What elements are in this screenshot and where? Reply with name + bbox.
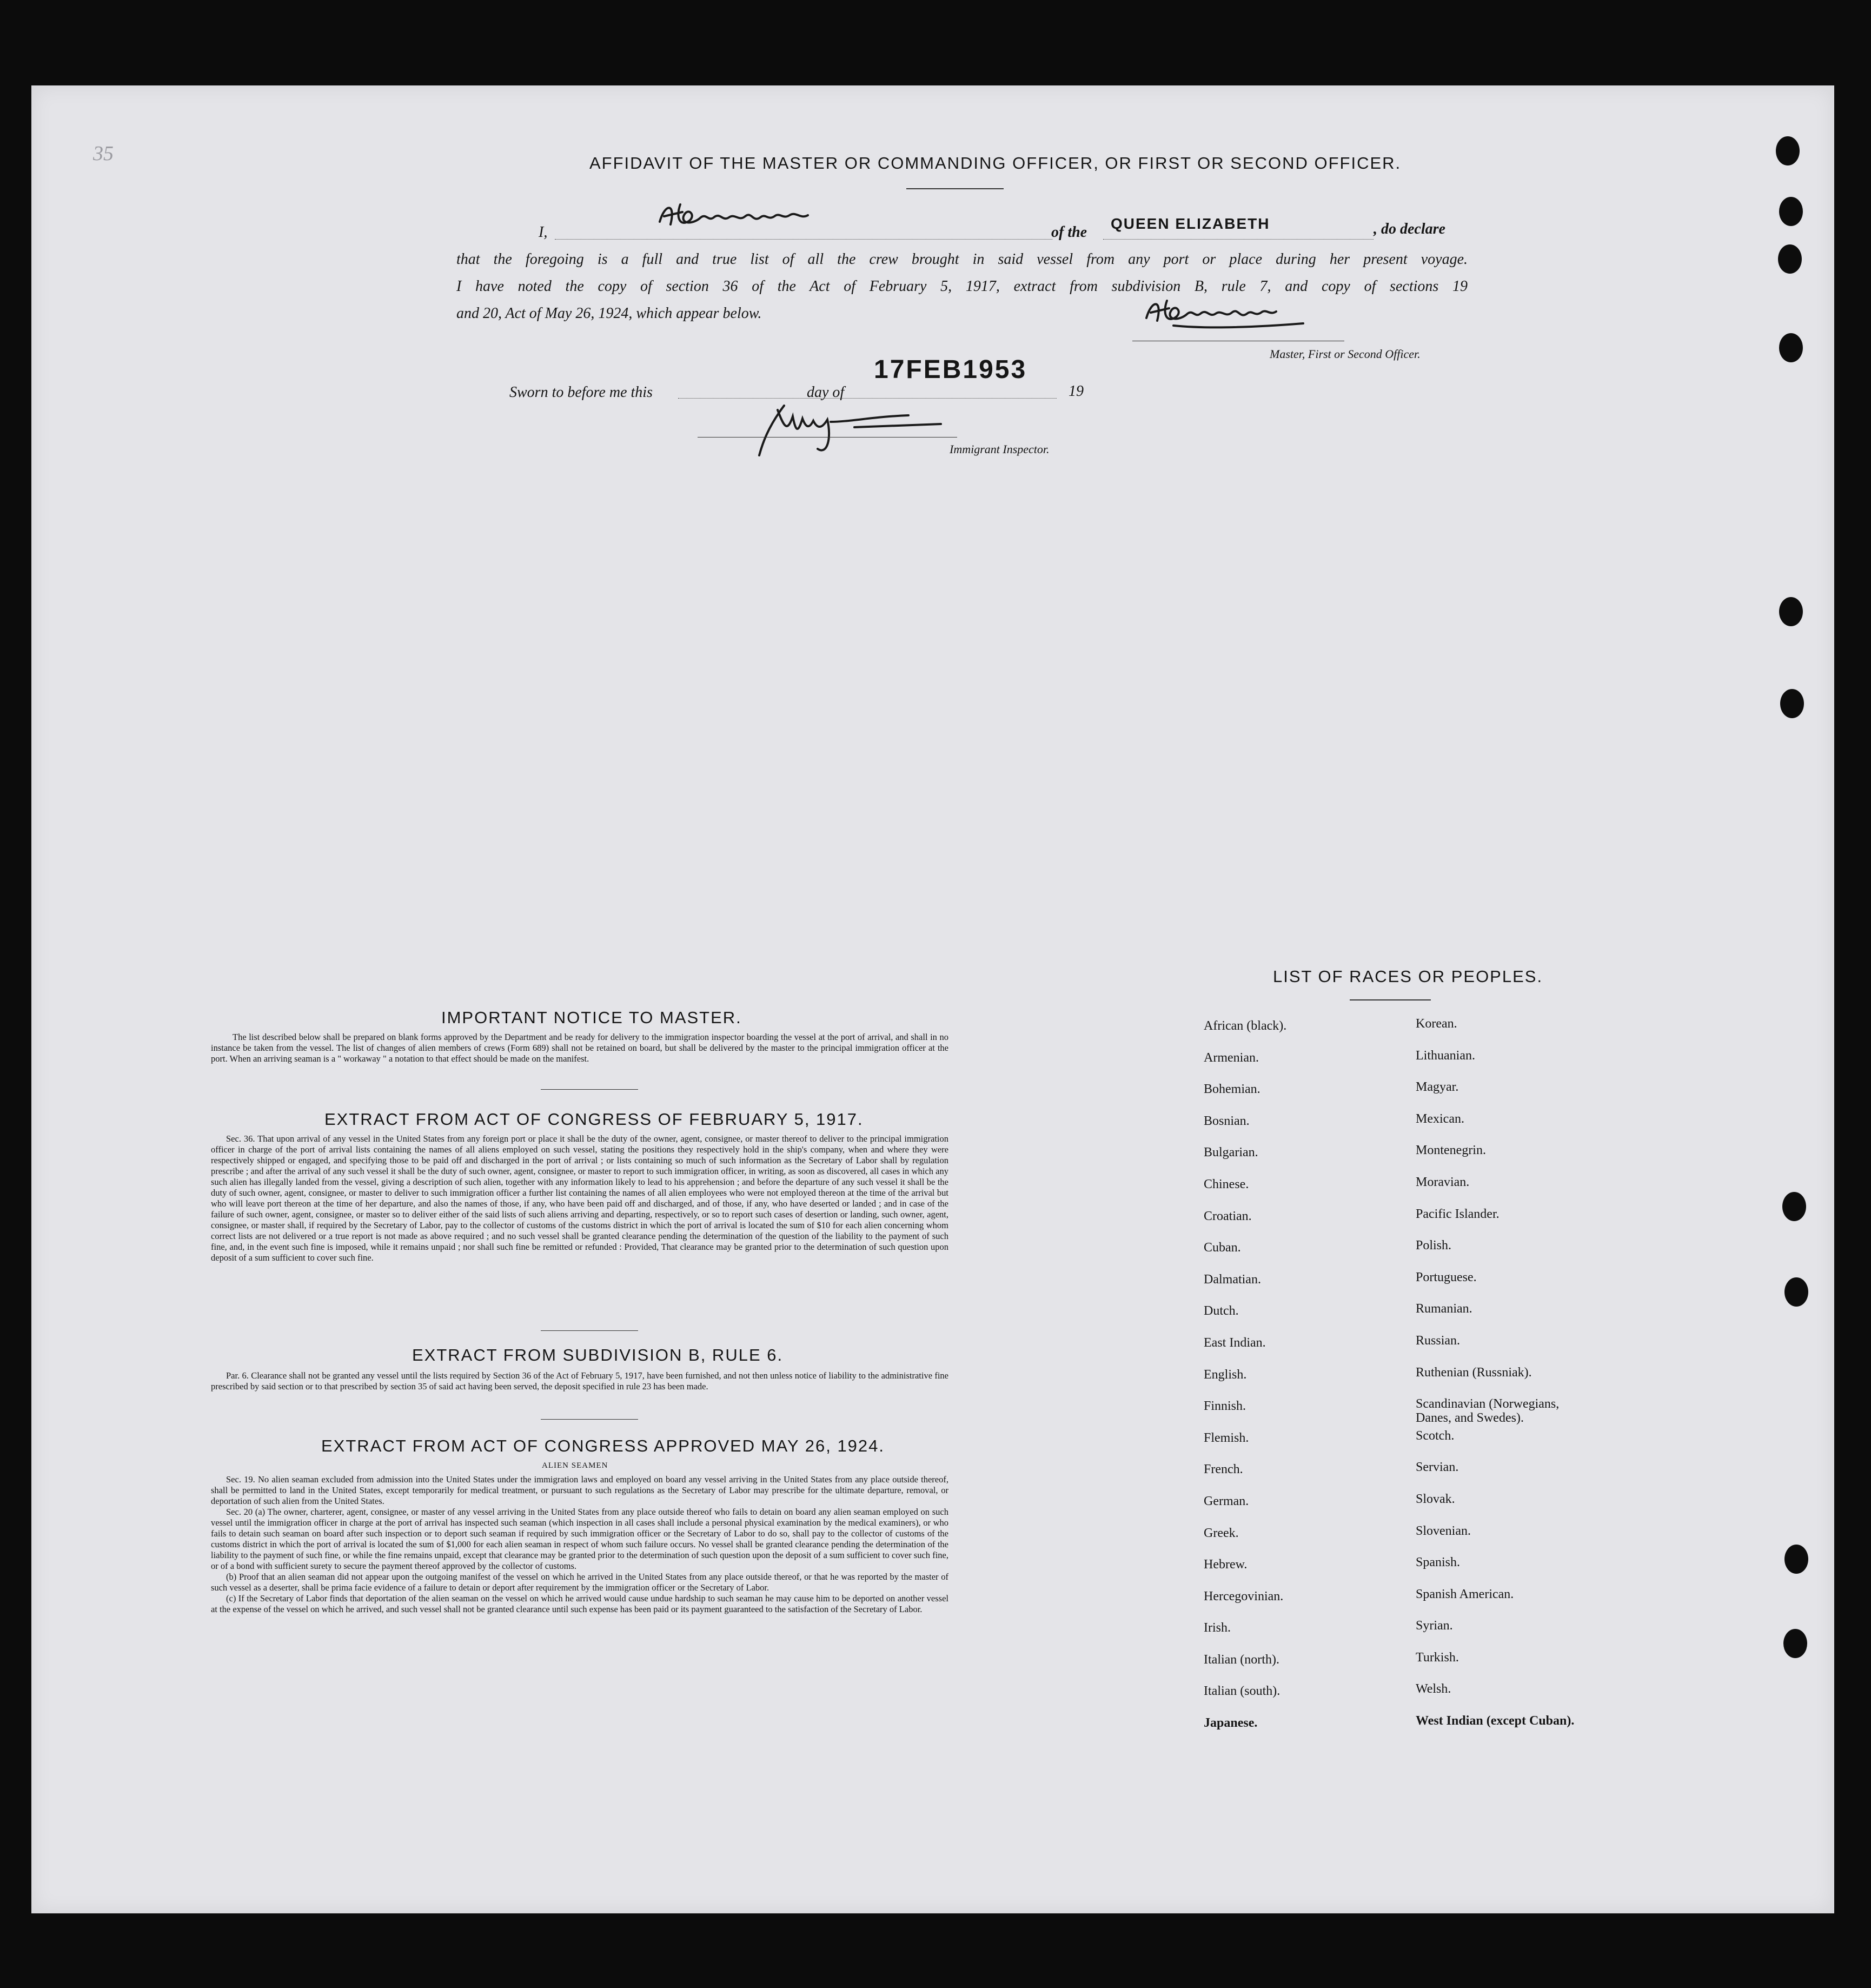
- extract-rule6-divider: [541, 1419, 638, 1420]
- race-item: African (black).: [1204, 1019, 1287, 1033]
- race-item: Dalmatian.: [1204, 1272, 1261, 1287]
- name-line: [555, 239, 1052, 240]
- race-item: Irish.: [1204, 1621, 1231, 1635]
- race-item: Ruthenian (Russniak).: [1416, 1365, 1532, 1380]
- race-item: Dutch.: [1204, 1304, 1239, 1318]
- binder-hole: [1784, 1545, 1808, 1574]
- binder-hole: [1779, 597, 1803, 626]
- races-left-column: [1204, 1019, 1409, 1748]
- year-prefix: 19: [1069, 383, 1084, 400]
- binder-hole: [1780, 689, 1804, 718]
- race-item: English.: [1204, 1367, 1247, 1382]
- vessel-line: [1103, 239, 1374, 240]
- race-item: West Indian (except Cuban).: [1416, 1714, 1575, 1728]
- races-divider: [1350, 999, 1431, 1000]
- race-item: Montenegrin.: [1416, 1143, 1486, 1158]
- race-item: Cuban.: [1204, 1241, 1241, 1255]
- race-item: Portuguese.: [1416, 1270, 1477, 1284]
- race-item: Armenian.: [1204, 1050, 1259, 1065]
- vessel-name: QUEEN ELIZABETH: [1111, 215, 1270, 232]
- officer-label: Master, First or Second Officer.: [1270, 347, 1421, 361]
- binder-hole: [1779, 197, 1803, 226]
- affidavit-line3: [456, 278, 1468, 295]
- race-item: French.: [1204, 1462, 1243, 1477]
- binder-hole: [1778, 244, 1802, 274]
- race-item: Italian (south).: [1204, 1684, 1280, 1699]
- page-mark: 35: [93, 142, 114, 165]
- race-item: Greek.: [1204, 1526, 1239, 1540]
- sworn-before-label: Sworn to before me this: [509, 384, 653, 401]
- race-item: Flemish.: [1204, 1430, 1249, 1445]
- title-divider: [906, 188, 1004, 189]
- binder-hole: [1784, 1277, 1808, 1307]
- notice-title: IMPORTANT NOTICE TO MASTER.: [441, 1008, 742, 1027]
- race-item: Slovak.: [1416, 1492, 1455, 1506]
- extract-1924-sec20c: (c) If the Secretary of Labor finds that deportation of the alien seaman on the vessel on which he arrived would cause undue hardship to such seaman he may cause him to be deported on another vessel at the expense of the vessel on which he arrived, and such vessel shall not be granted clearance until such expense has been paid or its payment guaranteed to the satisfaction of the Secretary of Labor.: [211, 1593, 948, 1614]
- race-item: Bosnian.: [1204, 1114, 1250, 1128]
- inspector-label: Immigrant Inspector.: [950, 442, 1050, 456]
- race-item: Croatian.: [1204, 1209, 1252, 1223]
- affidavit-line1-end: , do declare: [1374, 221, 1445, 237]
- notice-body: [211, 1032, 948, 1064]
- extract-1924-sec20b: (b) Proof that an alien seaman did not appear upon the outgoing manifest of the vessel on which he arrived in the United States from any place outside thereof, or that he was reported by the master of such vessel as a deserter, shall be prima facie evidence of a failure to detain or deport after requirement by the immigration officer or the Secretary of Labor.: [211, 1572, 948, 1593]
- extract-1917-divider: [541, 1330, 638, 1331]
- race-item: Korean.: [1416, 1017, 1457, 1031]
- race-item: Scandinavian (Norwegians, Danes, and Swedes).: [1416, 1397, 1560, 1426]
- binder-hole: [1776, 136, 1800, 165]
- race-item: Servian.: [1416, 1460, 1459, 1475]
- race-item: Spanish American.: [1416, 1587, 1514, 1601]
- extract-1917-sec36: Sec. 36. That upon arrival of any vessel in the United States from any foreign port or place it shall be the duty of the owner, agent, consignee, or master thereof to deliver to the principal immigration officer in charge of the port of arrival lists containing the names of all aliens employed on such vessel, stating the positions they respectively hold in the ship's company, when and where they were respectively shipped or engaged, and specifying those to be paid off and discharged in the port of arrival ; or lists containing so much of such information as the Secretary of Labor shall by regulation prescribe ; and after the arrival of any such vessel it shall be the duty of such owner, agent, consignee, or master to report to such immigration officer, in writing, as soon as discovered, all cases in which any such alien has illegally landed from the vessel, giving a description of such alien, together with any information likely to lead to his apprehension ; and before the departure of any such vessel it shall be the duty of such owner, agent, consignee, or master to deliver to such immigration officer a further list containing the names of all alien employees who were not employed thereon at the time of the arrival but who will leave port thereon at the time of her departure, and also the names of those, if any, who have been paid off and discharged, and of those, if any, who have deserted or landed ; and in case of the failure of such owner, agent, consignee, or master so to deliver either of the said lists of such aliens arriving and departing, respectively, or so to report such cases of desertion or landing, such owner, agent, consignee, or master shall, if required by the Secretary of Labor, pay to the collector of customs of the customs district in which the port of arrival is located the sum of $10 for each alien concerning whom correct lists are not delivered or a true report is not made as above required ; and no such vessel shall be granted clearance pending the determination of the question of the liability to the payment of such fine, and, in the event such fine is imposed, while it remains unpaid ; nor shall such fine be remitted or refunded : Provided, That clearance may be granted prior to the determination of such question upon deposit of a sum sufficient to cover such fine.: [211, 1134, 948, 1263]
- race-item: Syrian.: [1416, 1619, 1453, 1633]
- race-item: East Indian.: [1204, 1335, 1266, 1350]
- extract-rule6-body: [211, 1370, 948, 1392]
- affidavit-title: AFFIDAVIT OF THE MASTER OR COMMANDING OFFICER, OR FIRST OR SECOND OFFICER.: [589, 154, 1402, 173]
- affidavit-line2: [456, 251, 1468, 268]
- affidavit-line1-i: I,: [539, 224, 548, 241]
- race-item: Bulgarian.: [1204, 1145, 1258, 1160]
- race-item: Welsh.: [1416, 1682, 1451, 1697]
- race-item: Japanese.: [1204, 1716, 1258, 1731]
- affidavit-line3-text: I have noted the copy of section 36 of the Act of February 5, 1917, extract from subdivision B, rule 7, and copy of sections 19: [456, 278, 1468, 295]
- day-of-label: day of: [807, 384, 845, 401]
- race-item: Lithuanian.: [1416, 1048, 1475, 1063]
- affidavit-line4: and 20, Act of May 26, 1924, which appear below.: [456, 305, 762, 322]
- binder-hole: [1782, 1192, 1806, 1221]
- notice-divider: [541, 1089, 638, 1090]
- race-item: Spanish.: [1416, 1555, 1461, 1570]
- race-item: Slovenian.: [1416, 1523, 1471, 1538]
- master-signature-2: [1141, 296, 1319, 340]
- races-title: LIST OF RACES OR PEOPLES.: [1273, 967, 1543, 986]
- binder-hole: [1783, 1629, 1807, 1658]
- notice-paragraph: The list described below shall be prepared on blank forms approved by the Department and be ready for delivery to the immigration inspector boarding the vessel at the port of arrival, and shall in no instance be taken from the vessel. The list of changes of alien members of crews (Form 689) shall not be retained on board, but shall be delivered by the master to the principal immigration officer at the port. When an arriving seaman is a " workaway " a notation to that effect should be made on the manifest.: [211, 1032, 948, 1064]
- binder-hole: [1779, 333, 1803, 362]
- affidavit-line1-of: of the: [1051, 224, 1087, 241]
- race-item: Magyar.: [1416, 1080, 1459, 1095]
- race-item: Bohemian.: [1204, 1082, 1260, 1097]
- race-item: Hercegovinian.: [1204, 1589, 1284, 1603]
- extract-1917-title: EXTRACT FROM ACT OF CONGRESS OF FEBRUARY 5, 1917.: [324, 1110, 864, 1129]
- race-item: Rumanian.: [1416, 1302, 1472, 1316]
- race-item: Scotch.: [1416, 1428, 1455, 1443]
- extract-1924-sec19: Sec. 19. No alien seaman excluded from admission into the United States under the immigration laws and employed on board any vessel arriving in the United States from any place outside thereof, shall be permitted to land in the United States, except temporarily for medical treatment, or pursuant to such regulations as the Secretary of Labor may prescribe for the ultimate departure, removal, or deportation of such alien from the United States.: [211, 1474, 948, 1506]
- extract-1924-subtitle: ALIEN SEAMEN: [542, 1461, 608, 1470]
- race-item: Moravian.: [1416, 1175, 1470, 1189]
- race-item: Mexican.: [1416, 1111, 1464, 1126]
- affidavit-line2-text: that the foregoing is a full and true list of all the crew brought in said vessel from any port or place during her present voyage.: [456, 251, 1468, 268]
- extract-1924-title: EXTRACT FROM ACT OF CONGRESS APPROVED MAY 26, 1924.: [321, 1436, 885, 1455]
- date-stamp: 17FEB1953: [874, 355, 1027, 384]
- inspector-signature: [746, 395, 973, 460]
- inspector-signature-line: [698, 437, 957, 438]
- extract-rule6-par6: Par. 6. Clearance shall not be granted any vessel until the lists required by Section 36 of the Act of February 5, 1917, have been furnished, and not then unless notice of liability to the administrative fine prescribed by said section or to that prescribed by section 35 of said act having been served, the deposit specified in rule 23 has been made.: [211, 1370, 948, 1391]
- race-item: Hebrew.: [1204, 1558, 1248, 1572]
- extract-rule6-title: EXTRACT FROM SUBDIVISION B, RULE 6.: [412, 1346, 784, 1364]
- race-item: Chinese.: [1204, 1177, 1249, 1191]
- race-item: Finnish.: [1204, 1399, 1246, 1414]
- extract-1917-body: [211, 1134, 948, 1263]
- races-right-column: [1416, 1017, 1643, 1746]
- race-item: Turkish.: [1416, 1650, 1459, 1665]
- race-item: Polish.: [1416, 1238, 1452, 1253]
- race-item: German.: [1204, 1494, 1249, 1508]
- race-item: Italian (north).: [1204, 1652, 1279, 1667]
- race-item: Russian.: [1416, 1333, 1461, 1348]
- extract-1924-sec20a: Sec. 20 (a) The owner, charterer, agent, consignee, or master of any vessel arriving in the United States from any place outside thereof who fails to detain on board any alien seaman employed on such vessel until the immigration officer in charge at the port of arrival has inspected such seaman (which inspection in all cases shall include a personal physical examination by the medical examiners), or who fails to detain such seaman on board after such inspection or to deport such seaman if required by such immigration officer or the Secretary of Labor to do so, shall pay to the collector of customs of the customs district in which the port of arrival is located the sum of $1,000 for each alien seaman in respect of whom such failure occurs. No vessel shall be granted clearance pending the determination of the liability to the payment of such fine, or while the fine remains unpaid, except that clearance may be granted prior to the determination of such question upon the deposit of a sum sufficient to cover such fine, or of a bond with sufficient surety to secure the payment thereof approved by the collector of customs.: [211, 1507, 948, 1571]
- extract-1924-body: [211, 1474, 948, 1615]
- race-item: Pacific Islander.: [1416, 1207, 1500, 1221]
- master-signature: [654, 200, 833, 238]
